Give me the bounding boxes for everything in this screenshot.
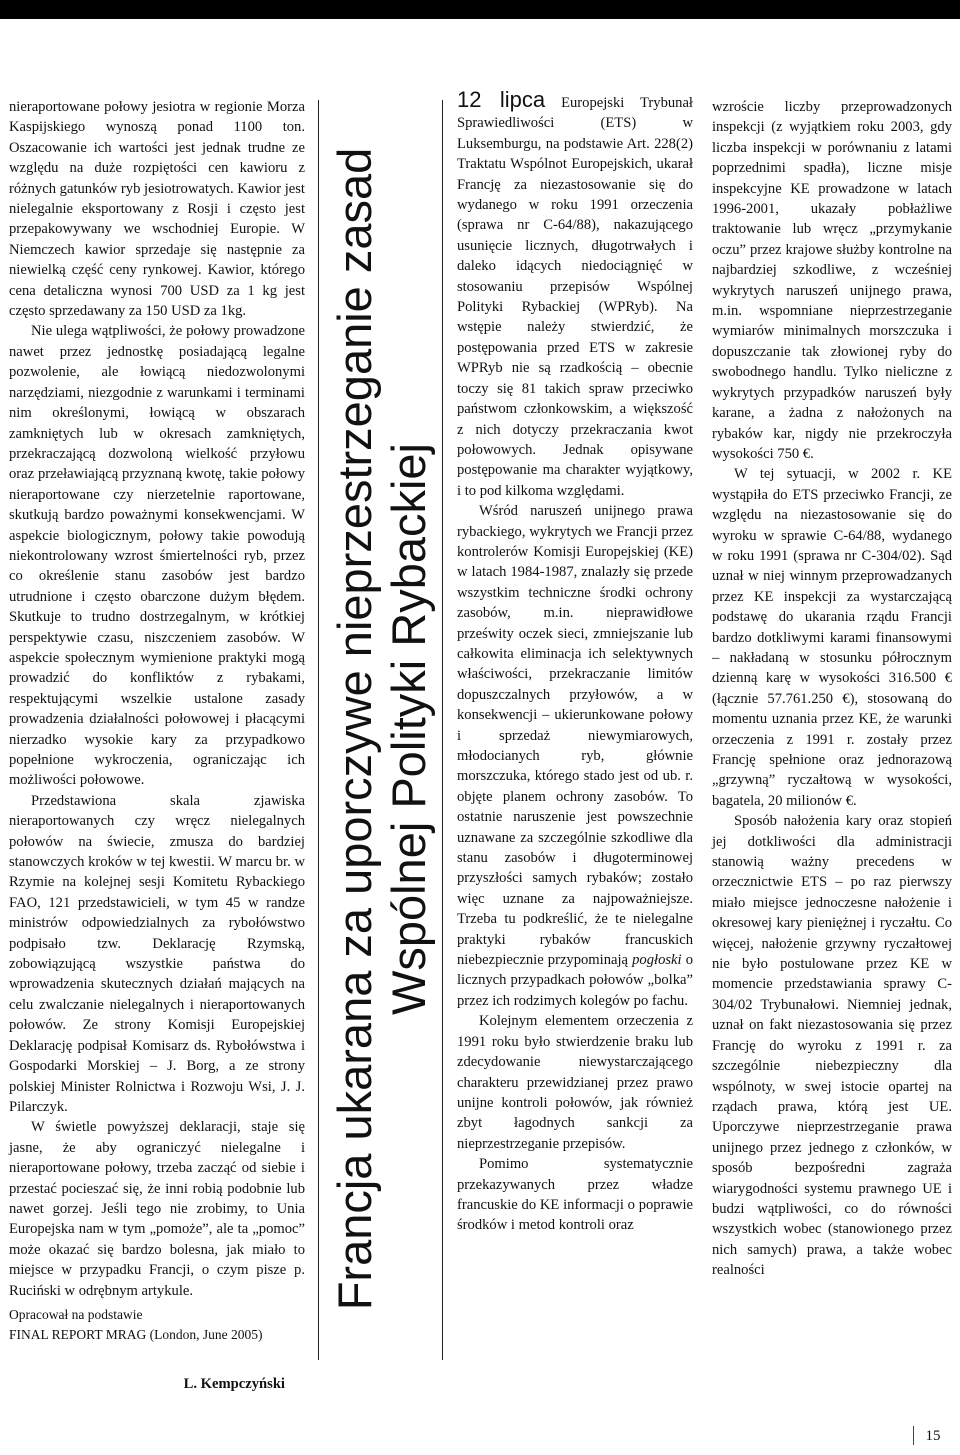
paragraph-text: o licznych przypadkach połowów „bolka” przez ich rodzimych kolegów po fachu. xyxy=(457,952,693,1009)
article-column-1 xyxy=(9,97,305,1394)
paragraph-text: Wśród naruszeń unijnego prawa rybackiego, wykrytych we Francji przez kontrolerów Komisji Europejskiej (KE) w latach 1984-1987, znalazły się przede wszystkim techniczne środki ochrony zasobów, m.in. nieprawidłowe prześwity oczek sieci, zmniejszanie lub całkowita eliminacja ich selektywnych właściwości, przekraczanie limitów dopuszczalnych przyłowów, a w konsekwencji – ukierunkowane połowy i sprzedaż niewymiarowych, młodocianych ryb, głównie morszczuka, którego stado jest od ub. r. objęte planem ochrony zasobów. To ostatnie naruszenie jest powszechnie uznawane za szczególnie szkodliwe dla stanu zasobów i długoterminowej przyszłości samych rybaków; zostało więc uznane za najpoważniejsze. Trzeba tu podkreślić, że te nielegalne praktyki rybaków francuskich niebezpiecznie przypominają xyxy=(457,503,693,969)
author-signature: L. Kempczyński xyxy=(183,1375,285,1392)
paragraph: nieraportowane połowy jesiotra w regionie Morza Kaspijskiego wynoszą ponad 1100 ton. Oszacowanie ich wartości jest jednak trudne ze względu na duże rozpiętości cen kawioru z różnych gatunków ryb jesiotrowatych. Kawior jest nielegalnie eksportowany z Rosji i często jest przepakowywany we wschodniej Europie. W Niemczech kawior sprzedaje się następnie za niewielką część ceny rynkowej. Kawior, którego cena detaliczna wynosi 700 USD za 1 kg jest często sprzedawany za 150 USD za 1kg. xyxy=(9,99,305,320)
paragraph: Pomimo systematycznie przekazywanych przez władze francuskie do KE informacji o poprawie środków i metod kontroli oraz xyxy=(457,1156,693,1234)
headline-line-1: Francja ukarana za uporczywe nieprzestrzeganie zasad xyxy=(328,147,381,1311)
source-label: Opracował na podstawie xyxy=(9,1306,143,1322)
paragraph: W tej sytuacji, w 2002 r. KE wystąpiła do ETS przeciwko Francji, ze względu na niezastosowanie się do wyroku w sprawie C-64/88, wydanego w roku 1991 (sprawa nr C-304/02). Sąd uznał w niej winnym przeprowadzanych przez KE inspekcji za wystarczającą podstawę do ukarania rządu Francji bardzo dotkliwymi karami finansowymi – nakładaną w stosunku półrocznym dzienną karę w wysokości 316.500 € (łącznie 57.761.250 €), stosowaną do momentu uznania przez KE, że warunki orzeczenia z 1991 r. zostały przez Francję spełnione oraz jednorazową „grzywną” ryczałtową w wysokości, bagatela, 20 milionów €. xyxy=(712,466,952,809)
article-headline xyxy=(328,98,440,1360)
paragraph: Kolejnym elementem orzeczenia z 1991 roku było stwierdzenie braku lub zdecydowanie niewystarczającego charakteru przewidzianej przez prawo unijne kontroli połowów, jak również zbyt łagodnych sankcji za nieprzestrzeganie przepisów. xyxy=(457,1013,693,1152)
source-reference: FINAL REPORT MRAG (London, June 2005) xyxy=(9,1327,263,1343)
top-black-bar xyxy=(0,0,960,19)
paragraph: W świetle powyższej deklaracji, staje się jasne, że aby ograniczyć nielegalne i nieraportowane połowy, trzeba zacząć od siebie i przestać pocieszać się, że inni robią podobnie lub nawet gorzej. Jeśli tego nie zrobimy, to Unia Europejska nam w tym „pomoże”, ale ta „pomoc” może okazać się bardzo bolesna, jak miało to miejsce w przypadku Francji, o czym pisze p. Ruciński w odrębnym artykule. xyxy=(9,1119,305,1299)
emphasis-text: pogłoski xyxy=(632,952,682,969)
page-number: 15 xyxy=(913,1426,948,1445)
article-column-4 xyxy=(712,97,952,1281)
lead-date: 12 lipca xyxy=(457,87,546,112)
paragraph: wzroście liczby przeprowadzonych inspekcji (z wyjątkiem roku 2003, gdy liczba inspekcji w porównaniu z latami poprzednimi spadła), liczne misje inspekcyjne KE prowadzone w latach 1996-2001, ukazały pobłażliwe traktowanie lub wręcz „przymykanie oczu” przez krajowe służby kontrolne na najbardziej szkodliwe, z wcześniej wykrytych naruszeń unijnego prawa, m.in. wspomniane nieprzestrzeganie wymiarów minimalnych morszczuka i dopuszczanie tak złowionej ryby do swobodnego handlu. Tylko nieliczne z wykrytych przypadków naruszeń były karane, a żadna z nałożonych na rybaków kar, nigdy nie przekroczyła wysokości 750 €. xyxy=(712,99,952,462)
column-divider xyxy=(318,100,319,1360)
paragraph: Nie ulega wątpliwości, że połowy prowadzone nawet przez jednostkę posiadającą legalne pozwolenie, ale łowiącą niedozwolonymi narzędziami, niezgodnie z warunkami i terminami nim określonymi, łowiącą w obszarach zamkniętych lub w okresach zamkniętych, przekraczającą dozwoloną wielkość przyłowu oraz przeławiającą przyznaną kwotę, takie połowy nieraportowane czy nierzetelnie raportowane, skutkują bardzo poważnymi konsekwencjami. W aspekcie biologicznym, połowy takie powodują niekontrolowany wzrost śmiertelności ryb, przez co określenie stanu zasobów jest bardzo utrudnione i często obarczone dużym błędem. Skutkuje to trudno dostrzegalnym, w krótkiej perspektywie czasu, niszczeniem zasobów. W aspekcie społecznym wymienione praktyki mogą prowadzić do konfliktów z rybakami, respektującymi wszelkie ustalone zasady prowadzenia działalności połowowej i płacącymi nierzadko wysokie kary za przypadkowo popełnione wykroczenia, ograniczając ich możliwości połowowe. xyxy=(9,323,305,789)
paragraph xyxy=(457,87,693,501)
paragraph: Sposób nałożenia kary oraz stopień jej dotkliwości dla administracji stanowią ważny precedens w orzecznictwie ETS – po raz pierwszy miało miejsce jednoczesne nałożenie i okresowej kary pieniężnej i ryczałtu. Co więcej, nałożenie grzywny ryczałtowej nie było postulowane przez KE w momencie przedstawiania sprawy C-304/02 Trybunałowi. Niemniej jednak, uznał on fakt niezastosowania się przez Francję do wyroku z 1991 r. za szczególnie niebezpieczny dla wspólnoty, w swej istocie opartej na rządach prawa, którą jest UE. Uporczywe nieprzestrzeganie prawa unijnego przez jednego z członków, w sposób bezpośredni zagraża wiarygodności systemu prawnego UE i budzi wątpliwości, co do równości wszystkich wobec (stanowionego przez nich samych) prawa, a także wobec realności xyxy=(712,813,952,1279)
column-divider xyxy=(442,100,443,1360)
paragraph xyxy=(457,501,693,1011)
headline-line-2: Wspólnej Polityki Rybackiej xyxy=(382,442,435,1016)
lead-text: Europejski Trybunał Sprawiedliwości (ETS) w Luksemburgu, na podstawie Art. 228(2) Traktatu Wspólnot Europejskich, ukarał Francję za niezastosowanie się do wydanego w roku 1991 orzeczenia (sprawa nr C-64/88), nakazującego usunięcie licznych, długotrwałych i daleko idących niedociągnięć w stosowaniu przepisów Wspólnej Polityki Rybackiej (WPRyb). Na wstępie należy stwierdzić, że postępowania przed ETS w zakresie WPRyb nie są rzadkością – obecnie toczy się 81 takich spraw przeciwko państwom członkowskim, a większość z nich dotyczy przekraczania kwot połowowych. Jednak opisywane postępowanie ma charakter wyjątkowy, i to pod kilkoma względami. xyxy=(457,95,693,499)
article-column-3 xyxy=(457,87,693,1236)
paragraph: Przedstawiona skala zjawiska nieraportowanych czy wręcz nielegalnych połowów na świecie, zmusza do bardziej stanowczych kroków w tej kwestii. W marcu br. w Rzymie na kolejnej sesji Komitetu Rybackiego FAO, 121 przedstawicieli, w tym 45 w randze ministrów odpowiedzialnych za rybołówstwo podpisało tzw. Deklarację Rzymską, zobowiązującą wszystkie państwa do wprowadzenia skutecznych działań mających na celu zwalczanie nielegalnych i nieraportowanych połowów. Ze strony Komisji Europejskiej Deklarację podpisał Komisarz ds. Rybołówstwa i Gospodarki Morskiej – J. Borg, a ze strony polskiej Minister Rolnictwa i Rozwoju Wsi, J. J. Pilarczyk. xyxy=(9,792,305,1115)
